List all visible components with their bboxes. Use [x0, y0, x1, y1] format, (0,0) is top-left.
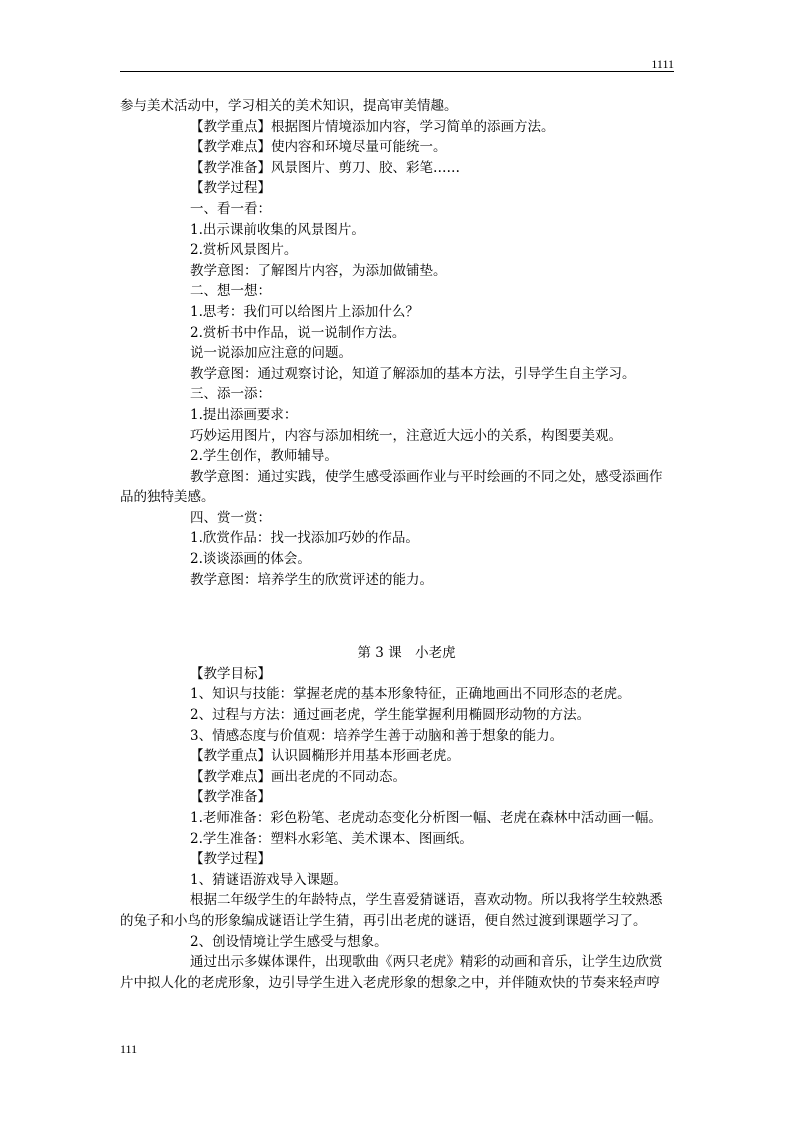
text-line: 教学意图：通过实践，使学生感受添画作业与平时绘画的不同之处，感受添画作 — [190, 468, 663, 485]
text-line: 【教学重点】认识圆椭形并用基本形画老虎。 — [190, 748, 460, 765]
text-line: 四、赏一赏： — [190, 509, 271, 526]
text-line: 【教学难点】使内容和环境尽量可能统一。 — [190, 139, 447, 156]
text-line: 教学意图：培养学生的欣赏评述的能力。 — [190, 571, 433, 588]
text-line: 教学意图：了解图片内容，为添加做铺垫。 — [190, 262, 447, 279]
text-line: 巧妙运用图片，内容与添加相统一，注意近大远小的关系，构图要美观。 — [190, 427, 622, 444]
text-line: 三、添一添： — [190, 386, 271, 403]
header-page-number: 1111 — [651, 57, 674, 71]
text-line: 1.老师准备：彩色粉笔、老虎动态变化分析图一幅、老虎在森林中活动画一幅。 — [190, 810, 662, 826]
text-line: 【教学重点】根据图片情境添加内容，学习简单的添画方法。 — [190, 118, 555, 135]
text-line: 【教学过程】 — [190, 180, 271, 197]
text-line: 一、看一看： — [190, 200, 271, 217]
text-line: 3、情感态度与价值观：培养学生善于动脑和善于想象的能力。 — [190, 727, 564, 744]
text-line: 1.思考：我们可以给图片上添加什么？ — [190, 303, 419, 320]
text-line: 【教学过程】 — [190, 851, 271, 868]
text-line: 【教学目标】 — [190, 665, 271, 682]
text-line: 1、知识与技能：掌握老虎的基本形象特征，正确地画出不同形态的老虎。 — [190, 686, 631, 703]
footer-page-number: 111 — [120, 1042, 138, 1056]
text-line: 2、创设情境让学生感受与想象。 — [190, 933, 388, 950]
text-line: 说一说添加应注意的问题。 — [190, 345, 352, 362]
text-line: 1.出示课前收集的风景图片。 — [190, 221, 365, 238]
text-line: 2.赏析书中作品，说一说制作方法。 — [190, 324, 406, 341]
text-line: 根据二年级学生的年龄特点，学生喜爱猜谜语，喜欢动物。所以我将学生较熟悉 — [190, 892, 663, 909]
text-line: 2.谈谈添画的体会。 — [190, 551, 311, 568]
text-line: 【教学准备】风景图片、剪刀、胶、彩笔…… — [190, 159, 460, 176]
text-line: 【教学准备】 — [190, 789, 271, 806]
text-line: 1.提出添画要求： — [190, 406, 298, 423]
text-line: 2.学生准备：塑料水彩笔、美术课本、图画纸。 — [190, 830, 473, 847]
text-line: 2.赏析风景图片。 — [190, 242, 298, 259]
text-line: 品的独特美感。 — [120, 489, 215, 506]
text-line: 通过出示多媒体课件，出现歌曲《两只老虎》精彩的动画和音乐，让学生边欣赏 — [190, 954, 663, 971]
text-line: 片中拟人化的老虎形象，边引导学生进入老虎形象的想象之中，并伴随欢快的节奏来轻声哼 — [120, 974, 660, 991]
section-gap — [120, 590, 675, 643]
text-line: 二、想一想： — [190, 283, 271, 300]
text-line: 2.学生创作，教师辅导。 — [190, 448, 338, 465]
lesson-title: 第 3 课 小老虎 — [357, 645, 456, 662]
text-line: 的兔子和小鸟的形象编成谜语让学生猜，再引出老虎的谜语，便自然过渡到课题学习了。 — [120, 912, 647, 929]
text-line: 参与美术活动中，学习相关的美术知识，提高审美情趣。 — [120, 98, 458, 114]
text-line: 1、猜谜语游戏导入课题。 — [190, 871, 348, 888]
text-line: 1.欣赏作品：找一找添加巧妙的作品。 — [190, 530, 419, 547]
text-line: 2、过程与方法：通过画老虎，学生能掌握利用椭圆形动物的方法。 — [190, 707, 591, 724]
text-line: 教学意图：通过观察讨论，知道了解添加的基本方法，引导学生自主学习。 — [190, 365, 636, 382]
document-body — [120, 96, 675, 993]
header-rule — [120, 71, 674, 72]
text-line: 【教学难点】画出老虎的不同动态。 — [190, 768, 406, 785]
